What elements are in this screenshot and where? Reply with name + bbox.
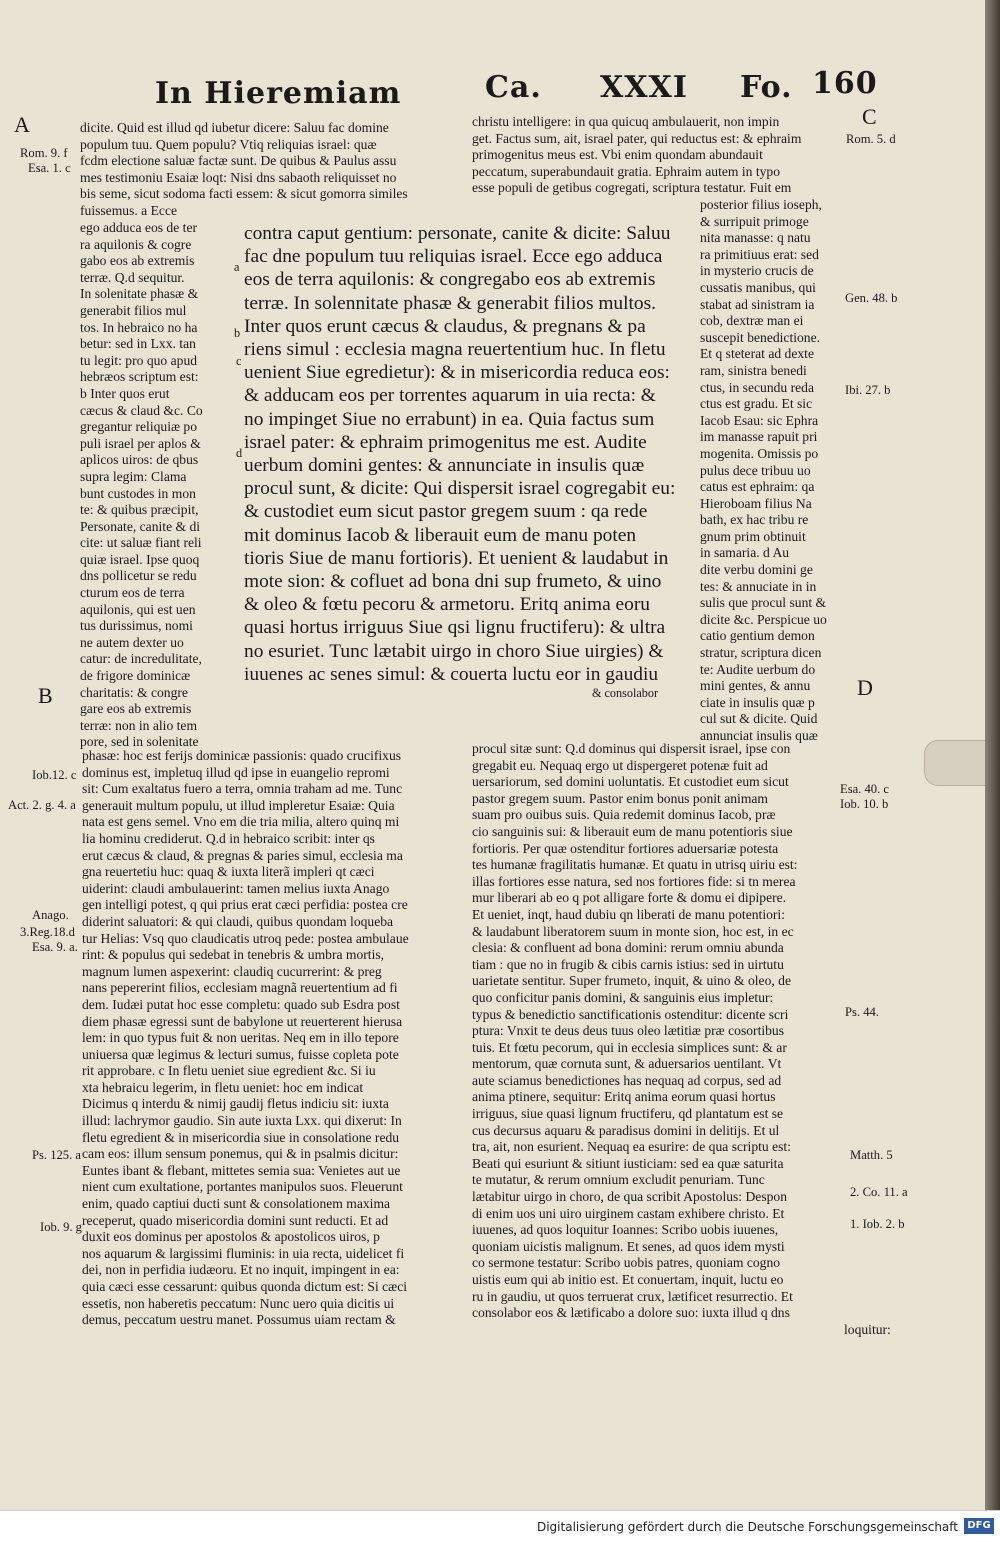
chapter-label: Ca. <box>485 70 542 105</box>
margin-ref: Esa. 40. c <box>840 782 889 796</box>
running-title: In Hieremiam <box>155 76 402 111</box>
main-marker-d: d <box>236 446 243 460</box>
folio-label: Fo. <box>740 70 793 105</box>
margin-ref: Rom. 5. d <box>846 132 896 146</box>
gloss-top-right: christu intelligere: in qua quicuq ambulauerit, non impin get. Factus sum, ait, israel pater, qui reductus est: & ephraim primogenitus meus est. Vbi enim quondam abundauit peccatum, superabundauit gratia. Ephraim autem in typo esse populi de getibus cogregati, scriptura testatur. Fuit em <box>472 114 802 196</box>
gloss-bottom-left: phasæ: hoc est ferijs dominicæ passionis: quado crucifixus dominus est, impletuq illud qd ipse in euangelio repromi sit: Cum exaltatus fuero a terra, omnia traham ad me. Tunc generauit multum populu, ut illud impleretur Esaiæ: Quia nata est gens semel. Vno em die tria milia, altero quinq mi lia hominu crediderut. Q.d in hebraico scribit: inter qs erut cæcus & claud, & pregnas & paries simul, ecclesia ma gna reuertetiu huc: quaq & iuxta literã impleri qt cæci uiderint: claudi ambulauerint: tamen melius iuxta Anago gen intelligi potest, q qui prius erat cæci perfidia: postea cre diderint saluatori: & qui claudi, quibus quondam loqueba tur Helias: Vsq quo claudicatis utroq pede: postea ambulaue rint: & populus qui sedebat in tenebris & umbra mortis, magnum lumen aspexerint: claudiq cucurrerint: & preg nans pepererint filios, ecclesiam magnã reuertentium ad fi dem. Iudæi putat hoc esse completu: quado sub Esdra post diem phasæ egressi sunt de babylone ut reuerterent hierusa lem: in quo typus fuit & non ueritas. Neq em in illo tepore uniuersa quæ legimus & lecturi sumus, fuisse copleta pote rit approbare. c In fletu ueniet siue egredient &c. Si iu xta hebraicu legerim, in fletu ueniet: hoc em indicat Dicimus q interdu & nimij gaudij fletus indiciu sit: iuxta illud: lachrymor gaudio. Sin aute iuxta Lxx. qui dixerut: In fletu egredient & in misericordia siue in consolatione redu cam eos: illum sensum ponemus, qui & in psalmis dicitur: Euntes ibant & flebant, mittetes semia sua: Venietes aut ue nient cum exultatione, portantes manipulos suos. Fleuerunt enim, quado captiui ducti sunt & consolationem maxima receperut, quado misericordia domini sunt reducti. Et ad duxit eos dominus per apostolos & apostolicos uiros, p nos aquarum & largissimi fluminis: in uia recta, uidelicet fi dei, non in perfidia iudæoru. Et no inquit, impingent in ea: quia cæci esse cessarunt: quibus quonda dictum est: Si cæci essetis, non haberetis peccatum: Nunc uero quia dicitis ui demus, peccatum uestru manet. Possumus uiam rectam & <box>82 748 409 1328</box>
margin-ref: Esa. 9. a. <box>32 940 78 954</box>
section-letter-a: A <box>14 112 30 137</box>
margin-ref: Ps. 44. <box>845 1005 879 1019</box>
margin-ref: Rom. 9. f <box>20 146 68 160</box>
margin-ref: Gen. 48. b <box>845 291 898 305</box>
margin-ref: Act. 2. g. 4. a <box>8 798 76 812</box>
margin-ref: Esa. 1. c <box>28 161 71 175</box>
gloss-left-column: ego adduca eos de ter ra aquilonis & cogre gabo eos ab extremis terræ. Q.d sequitur. In solenitate phasæ & generabit filios mul tos. In hebraico no ha betur: sed in Lxx. tan tu legit: pro quo apud hebræos scriptum est: b Inter quos erut cæcus & claud &c. Co gregantur reliquiæ po puli israel per aplos & aplicos uiros: de qbus supra legim: Clama bunt custodes in mon te: & quibus præcipit, Personate, canite & di cite: ut saluæ fiant reli quiæ israel. Ipse quoq dns pollicetur se redu cturum eos de terra aquilonis, qui est uen tus durissimus, nomi ne autem dexter uo catur: de incredulitate, de frigore dominicæ charitatis: & congre gare eos ab extremis terræ: non in alio tem pore, sed in solenitate <box>80 220 203 750</box>
margin-ref: Iob. 9. g <box>40 1220 82 1234</box>
gloss-right-column: posterior filius ioseph, & surripuit primoge nita manasse: q natu ra primitiuus erat: sed in mysterio crucis de cussatis manibus, qui stabat ad sinistram ia cob, dextræ man ei suscepit benedictione. Et q steterat ad dexte ram, sinistra benedi ctus, in secundu reda ctus est gradu. Et sic Iacob Esau: sic Ephra im manasse rapuit pri mogenita. Omissis po pulus dece tribuu uo catus est ephraim: qa Hieroboam filius Na bath, ex hac tribu re gnum prim obtinuit in samaria. d Au dite verbu domini ge tes: & annuciate in in sulis que procul sunt & dicite &c. Perspicue uo catio gentium demon stratur, scriptura dicen te: Audite uerbum do mini gentes, & annu ciate in insulis quæ p cul sut & dicite. Quid annunciat insulis quæ <box>700 197 827 743</box>
margin-ref: Anago. <box>32 908 69 922</box>
section-letter-b: B <box>38 683 53 708</box>
margin-ref: Iob.12. c <box>32 768 77 782</box>
main-text: contra caput gentium: personate, canite & dicite: Saluu fac dne populum tuu reliquias israel. Ecce ego adduca eos de terra aquilonis: & congregabo eos ab extremis terræ. In solennitate phasæ & generabit filios multos. Inter quos erunt cæcus & claudus, & pregnans & pa riens simul : ecclesia magna reuertentium huc. In fletu uenient Siue egredietur): & in misericordia reduca eos: & adducam eos per torrentes aquarum in uia recta: & no impinget Siue no errabunt) in ea. Quia factus sum israel pater: & ephraim primogenitus me est. Audite uerbum domini gentes: & annunciate in insulis quæ procul sunt, & dicite: Qui dispersit israel cogregabit eu: & custodiet eum sicut pastor gregem suum : qa rede mit dominus Iacob & liberauit eum de manu poten tioris Siue de manu fortioris). Et uenient & laudabut in mote sion: & cofluet ad bona dni sup frumeto, & uino & oleo & fœtu pecoru & armetoru. Eritq anima eoru quasi hortus irriguus Siue qsi lignu fructiferu): & ultra no esuriet. Tunc lætabit uirgo in choro Siue uirgies) & iuuenes ac senes simul: & couerta luctu eor in gaudiu & consolabor <box>244 223 676 701</box>
dfg-logo: DFG <box>964 1518 994 1534</box>
margin-ref: Iob. 10. b <box>840 797 889 811</box>
section-letter-d: D <box>857 675 873 700</box>
section-letter-c: C <box>862 104 877 129</box>
main-marker-b: b <box>234 326 241 340</box>
margin-ref: Ps. 125. a <box>32 1148 81 1162</box>
funding-credit: Digitalisierung gefördert durch die Deutsche Forschungsgemeinschaft <box>536 1520 958 1534</box>
chapter-number: XXXI <box>600 70 688 105</box>
margin-ref: 1. Iob. 2. b <box>850 1217 905 1231</box>
gloss-bottom-right: procul sitæ sunt: Q.d dominus qui dispersit israel, ipse con gregabit eu. Nequaq ergo ut dispergeret potenæ fuit ad uersariorum, sed domini uoluntatis. Et custodiet eum sicut pastor gregem suum. Pastor enim bonus ponit animam suam pro ouibus suis. Quia redemit dominus Iacob, præ cio sanguinis sui: & liberauit eum de manu potentioris siue fortioris. Per quæ ostenditur fortiores aduersariæ potesta tes humanæ fragilitatis humanæ. Et quatu in utrisq uiriu est: illas fortiores esse natura, sed nos fortiores fide: si tn merea mur liberari ab eo q pot alligare forte & domu ei dipipere. Et ueniet, inqt, haud dubiu qn liberati de manu potentiori: & laudabunt liberatorem suum in monte sion, hoc est, in ec clesia: & confluent ad bona domini: rerum omniu abunda tiam : que no in frugib & cibis carnis istius: sed in uirtutu uarietate sentitur. Super frumeto, inquit, & uino & oleo, de quo conficitur panis domini, & sanguinis eius impletur: typus & benedictio sanctificationis ostenditur: dicente scri ptura: Vnxit te deus deus tuus oleo lætitiæ præ cosortibus tuis. Et fœtu pecorum, qui in ecclesia simplices sunt: & ar mentorum, quæ cornuta sunt, & aduersarios uentilant. Vt aute sciamus benedictiones has nequaq ad corpus, sed ad anima ptinere, sequitur: Eritq anima eorum quasi hortus irriguus, siue quasi lignum fructiferu, qd plantatum est se cus decursus aquaru & paradisus domini in delitijs. Et ul tra, ait, non esurient. Nequaq ea esurire: de qua scriptu est: Beati qui esuriunt & sitiunt iusticiam: sed ea quæ saturita te mutatur, & rerum omnium excludit penuriam. Tunc lætabitur uirgo in choro, de qua scribit Apostolus: Despon di enim uos uni uiro uirginem castam exhibere christo. Et iuuenes, ad quos loquitur Ioannes: Scribo uobis iuuenes, quoniam uicistis malignum. Et senes, ad quos idem mysti co sermone testatur: Scribo uobis patres, quoniam cogno uistis eum qui ab initio est. Et conuertam, inquit, luctu eo ru in gaudiu, ut quos terruerat crux, lætificet resurrectio. Et consolabor eos & lætificabo a dolore suo: iuxta illud q dns loquitur: <box>472 741 891 1337</box>
gloss-top-left: dicite. Quid est illud qd iubetur dicere: Saluu fac domine populum tuu. Quem populu? Vtiq reliquias israel: quæ fcdm electione saluæ factæ sunt. De quibus & Paulus assu mes testimoniu Esaiæ loqt: Nisi dns sabaoth reliquisset no bis seme, sicut sodoma facti essem: & sicut gomorra similes fuissemus. a Ecce <box>80 120 408 218</box>
footer-bar <box>0 1510 1000 1542</box>
margin-ref: 3.Reg.18.d <box>20 925 75 939</box>
margin-ref: 2. Co. 11. a <box>850 1185 908 1199</box>
bookmark-tab <box>924 740 985 786</box>
main-marker-c: c <box>236 354 242 368</box>
book-edge <box>985 0 1000 1510</box>
margin-ref: Ibi. 27. b <box>845 383 891 397</box>
book-page: In Hieremiam Ca. XXXI Fo. 160 A C B D Rom. 9. f Esa. 1. c Iob.12. c Act. 2. g. 4. a Anago. 3.Reg.18.d Esa. 9. a. Ps. 125. a Iob. 9. g Rom. 5. d Gen. 48. b Ibi. 27. b Esa. 40. c Iob. 10. b Ps. 44. Matth. 5 2. Co. 11. a 1. Iob. 2. b dicite. Quid est illud qd iubetur dicere: Saluu fac domine populum tuu. Quem populu? Vtiq reliquias israel: quæ fcdm electione saluæ factæ sunt. De quibus & Paulus assu mes testimoniu Esaiæ loqt: Nisi dns sabaoth reliquisset no bis seme, sicut sodoma facti essem: & sicut gomorra similes fuissemus. a Ecce christu intelligere: in qua quicuq ambulauerit, non impin get. Factus sum, ait, israel pater, qui reductus est: & ephraim primogenitus meus est. Vbi enim quondam abundauit peccatum, superabundauit gratia. Ephraim autem in typo esse populi de getibus cogregati, scriptura testatur. Fuit em ego adduca eos de ter ra aquilonis & cogre gabo eos ab extremis terræ. Q.d sequitur. In solenitate phasæ & generabit filios mul tos. In hebraico no ha betur: sed in Lxx. tan tu legit: pro quo apud hebræos scriptum est: b Inter quos erut cæcus & claud &c. Co gregantur reliquiæ po puli israel per aplos & aplicos uiros: de qbus supra legim: Clama bunt custodes in mon te: & quibus præcipit, Personate, canite & di cite: ut saluæ fiant reli quiæ israel. Ipse quoq dns pollicetur se redu cturum eos de terra aquilonis, qui est uen tus durissimus, nomi ne autem dexter uo catur: de incredulitate, de frigore dominicæ charitatis: & congre gare eos ab extremis terræ: non in alio tem pore, sed in solenitate posterior filius ioseph, & surripuit primoge nita manasse: q natu ra primitiuus erat: sed in mysterio crucis de cussatis manibus, qui stabat ad sinistram ia cob, dextræ man ei suscepit benedictione. Et q steterat ad dexte ram, sinistra benedi ctus, in secundu reda ctus est gradu. Et sic Iacob Esau: sic Ephra im manasse rapuit pri mogenita. Omissis po pulus dece tribuu uo catus est ephraim: qa Hieroboam filius Na bath, ex hac tribu re gnum prim obtinuit in samaria. d Au dite verbu domini ge tes: & annuciate in in sulis que procul sunt & dicite &c. Perspicue uo catio gentium demon stratur, scriptura dicen te: Audite uerbum do mini gentes, & annu ciate in insulis quæ p cul sut & dicite. Quid annunciat insulis quæ a b c d contra caput gentium: personate, canite & dicite: Saluu fac dne populum tuu reliquias israel. Ecce ego adduca eos de terra aquilonis: & congregabo eos ab extremis terræ. In solennitate phasæ & generabit filios multos. Inter quos erunt cæcus & claudus, & pregnans & pa riens simul : ecclesia magna reuertentium huc. In fletu uenient Siue egredietur): & in misericordia reduca eos: & adducam eos per torrentes aquarum in uia recta: & no impinget Siue no errabunt) in ea. Quia factus sum israel pater: & ephraim primogenitus me est. Audite uerbum domini gentes: & annunciate in insulis quæ procul sunt, & dicite: Qui dispersit israel cogregabit eu: & custodiet eum sicut pastor gregem suum : qa rede mit dominus Iacob & liberauit eum de manu poten tioris Siue de manu fortioris). Et uenient & laudabut in mote sion: & cofluet ad bona dni sup frumeto, & uino & oleo & fœtu pecoru & armetoru. Eritq anima eoru quasi hortus irriguus Siue qsi lignu fructiferu): & ultra no esuriet. Tunc lætabit uirgo in choro Siue uirgies) & iuuenes ac senes simul: & couerta luctu eor in gaudiu & consolabor phasæ: hoc est ferijs dominicæ passionis: quado crucifixus dominus est, impletuq illud qd ipse in euangelio repromi sit: Cum exaltatus fuero a terra, omnia traham ad me. Tunc generauit multum populu, ut illud impleretur Esaiæ: Quia nata est gens semel. Vno em die tria milia, altero quinq mi lia hominu crediderut. Q.d in hebraico scribit: inter qs erut cæcus & claud, & pregnas & paries simul, ecclesia ma gna reuertetiu huc: quaq & iuxta literã impleri qt cæci uiderint: claudi ambulauerint: tamen melius iuxta Anago gen intelligi potest, q qui prius erat cæci perfidia: postea cre diderint saluatori: & qui claudi, quibus quondam loqueba tur Helias: Vsq quo claudicatis utroq pede: postea ambulaue rint: & populus qui sedebat in tenebris & umbra mortis, magnum lumen aspexerint: claudiq cucurrerint: & preg nans pepererint filios, ecclesiam magnã reuertentium ad fi dem. Iudæi putat hoc esse completu: quado sub Esdra post diem phasæ egressi sunt de babylone ut reuerterent hierusa lem: in quo typus fuit & non ueritas. Neq em in illo tepore uniuersa quæ legimus & lecturi sumus, fuisse copleta pote rit approbare. c In fletu ueniet siue egredient &c. Si iu xta hebraicu legerim, in fletu ueniet: hoc em indicat Dicimus q interdu & nimij gaudij fletus indiciu sit: iuxta illud: lachrymor gaudio. Sin aute iuxta Lxx. qui dixerut: In fletu egredient & in misericordia siue in consolatione redu cam eos: illum sensum ponemus, qui & in psalmis dicitur: Euntes ibant & flebant, mittetes semia sua: Venietes aut ue nient cum exultatione, portantes manipulos suos. Fleuerunt enim, quado captiui ducti sunt & consolationem maxima receperut, quado misericordia domini sunt reducti. Et ad duxit eos dominus per apostolos & apostolicos uiros, p nos aquarum & largissimi fluminis: in uia recta, uidelicet fi dei, non in perfidia iudæoru. Et no inquit, impingent in ea: quia cæci esse cessarunt: quibus quonda dictum est: Si cæci essetis, non haberetis peccatum: Nunc uero quia dicitis ui demus, peccatum uestru manet. Possumus uiam rectam & procul sitæ sunt: Q.d dominus qui dispersit israel, ipse con gregabit eu. Nequaq ergo ut dispergeret potenæ fuit ad uersariorum, sed domini uoluntatis. Et custodiet eum sicut pastor gregem suum. Pastor enim bonus ponit animam suam pro ouibus suis. Quia redemit dominus Iacob, præ cio sanguinis sui: & liberauit eum de manu potentioris siue fortioris. Per quæ ostenditur fortiores aduersariæ potesta tes humanæ fragilitatis humanæ. Et quatu in utrisq uiriu est: illas fortiores esse natura, sed nos fortiores fide: si tn merea mur liberari ab eo q pot alligare forte & domu ei dipipere. Et ueniet, inqt, haud dubiu qn liberati de manu potentiori: & laudabunt liberatorem suum in monte sion, hoc est, in ec clesia: & confluent ad bona domini: rerum omniu abunda tiam : que no in frugib & cibis carnis istius: sed in uirtutu uarietate sentitur. Super frumeto, inquit, & uino & oleo, de quo conficitur panis domini, & sanguinis eius impletur: typus & benedictio sanctificationis ostenditur: dicente scri ptura: Vnxit te deus deus tuus oleo lætitiæ præ cosortibus tuis. Et fœtu pecorum, qui in ecclesia simplices sunt: & ar mentorum, quæ cornuta sunt, & aduersarios uentilant. Vt aute sciamus benedictiones has nequaq ad corpus, sed ad anima ptinere, sequitur: Eritq anima eorum quasi hortus irriguus, siue quasi lignum fructiferu, qd plantatum est se cus decursus aquaru & paradisus domini in delitijs. Et ul tra, ait, non esurient. Nequaq ea esurire: de qua scriptu est: Beati qui esuriunt & sitiunt iusticiam: sed ea quæ saturita te mutatur, & rerum omnium excludit penuriam. Tunc lætabitur uirgo in choro, de qua scribit Apostolus: Despon di enim uos uni uiro uirginem castam exhibere christo. Et iuuenes, ad quos loquitur Ioannes: Scribo uobis iuuenes, quoniam uicistis malignum. Et senes, ad quos idem mysti co sermone testatur: Scribo uobis patres, quoniam cogno uistis eum qui ab initio est. Et conuertam, inquit, luctu eo ru in gaudiu, ut quos terruerat crux, lætificet resurrectio. Et consolabor eos & lætificabo a dolore suo: iuxta illud q dns loquitur: <box>0 0 985 1510</box>
margin-ref: Matth. 5 <box>850 1148 893 1162</box>
folio-number: 160 <box>812 66 878 101</box>
